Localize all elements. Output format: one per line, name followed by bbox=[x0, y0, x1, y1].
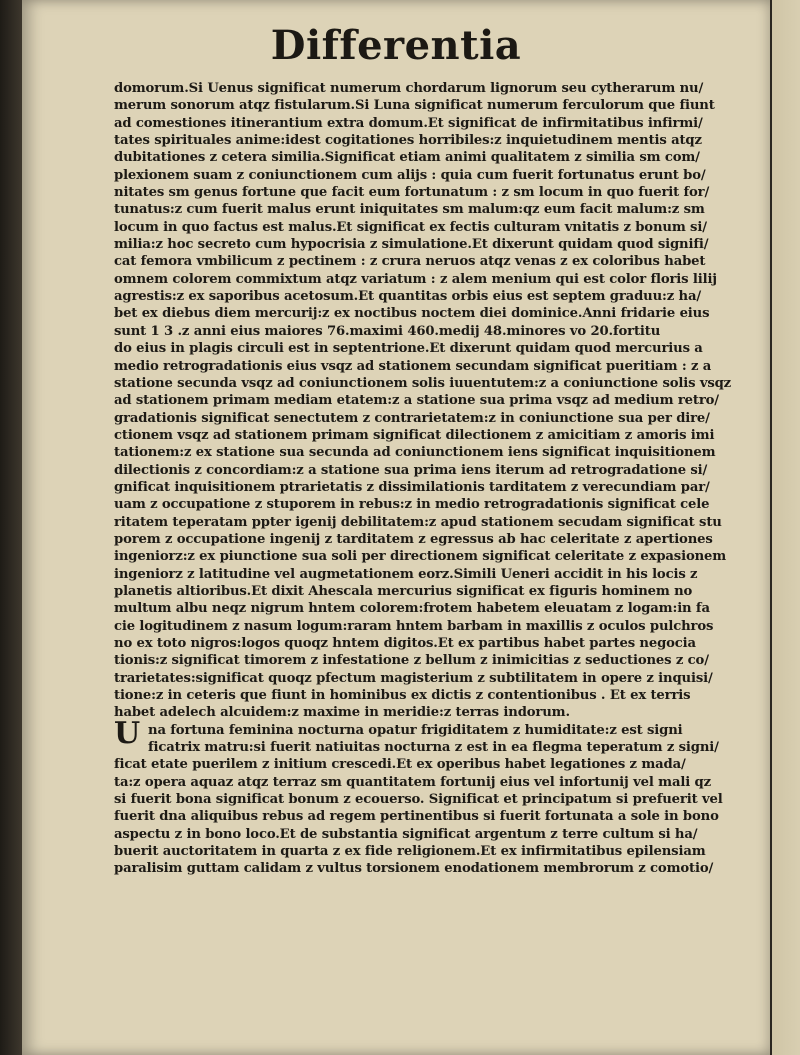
text-line: planetis altioribus.Et dixit Ahescala mercurius significat ex figuris hominem no bbox=[114, 583, 693, 599]
initial-letter: U bbox=[114, 715, 141, 751]
text-line: porem z occupatione ingenij z tarditatem z egressus ab hac celeritate z apertiones bbox=[114, 531, 713, 547]
text-line: tione:z in ceteris que fiunt in hominibus ex dictis z contentionibus . Et ex terris bbox=[114, 688, 691, 704]
text-line: ad stationem primam mediam etatem:z a statione sua prima vsqz ad medium retro/ bbox=[114, 393, 719, 409]
text-line: paralisim guttam calidam z vultus torsionem enodationem membrorum z comotio/ bbox=[114, 861, 714, 877]
text-line: bet ex diebus diem mercurij:z ex noctibus noctem diei dominice.Anni fridarie eius bbox=[114, 306, 710, 322]
text-line: trarietates:significat quoqz pfectum magisterium z subtilitatem in opere z inquisi/ bbox=[114, 670, 713, 686]
text-line: ta:z opera aquaz atqz terraz sm quantitatem fortunij eius vel infortunij vel mali qz bbox=[114, 774, 711, 790]
text-line: dubitationes z cetera similia.Significat etiam animi qualitatem z similia sm com/ bbox=[114, 150, 700, 166]
book-gutter-edge bbox=[0, 0, 22, 1055]
text-line: agrestis:z ex saporibus acetosum.Et quantitas orbis eius est septem graduu:z ha/ bbox=[114, 289, 702, 305]
text-line: ctionem vsqz ad stationem primam significat dilectionem z amicitiam z amoris imi bbox=[114, 427, 715, 443]
text-line: dilectionis z concordiam:z a statione sua prima iens iterum ad retrogradatione si/ bbox=[114, 462, 708, 478]
text-line: domorum.Si Uenus significat numerum chordarum lignorum seu cytherarum nu/ bbox=[114, 81, 704, 96]
text-line: buerit auctoritatem in quarta z ex fide religionem.Et ex infirmitatibus epilensiam bbox=[114, 844, 706, 860]
text-line: si fuerit bona significat bonum z ecouerso. Significat et principatum si prefuerit vel bbox=[114, 792, 723, 808]
text-line: omnem colorem commixtum atqz variatum : z alem menium qui est color floris lilij bbox=[114, 271, 717, 287]
text-line: fuerit dna aliquibus rebus ad regem pertinentibus si fuerit fortunata a sole in bono bbox=[114, 809, 719, 825]
text-line: tionis:z significat timorem z infestatione z bellum z inimicitias z seductiones z co/ bbox=[114, 653, 709, 669]
text-line: tates spirituales anime:idest cogitationes horribiles:z inquietudinem mentis atqz bbox=[114, 133, 702, 149]
running-head: Differentia bbox=[270, 22, 522, 69]
text-line: gradationis significat senectutem z contrarietatem:z in coniunctione sua per dire/ bbox=[114, 410, 710, 426]
text-line: ficatrix matru:si fuerit natiuitas nocturna z est in ea flegma teperatum z signi/ bbox=[148, 740, 719, 756]
book-page bbox=[22, 0, 770, 1055]
text-line: ingeniorz:z ex piunctione sua soli per directionem significat celeritate z expasionem bbox=[114, 549, 727, 565]
text-line: medio retrogradationis eius vsqz ad stationem secundam significat pueritiam : z a bbox=[114, 358, 712, 374]
text-line: sunt 1 3 .z anni eius maiores 76.maximi 460.medij 48.minores vo 20.fortitu bbox=[114, 323, 661, 339]
text-line: na fortuna feminina nocturna opatur frigiditatem z humiditate:z est signi bbox=[148, 722, 683, 738]
text-line: ingeniorz z latitudine vel augmetationem eorz.Simili Ueneri accidit in his locis z bbox=[114, 566, 698, 582]
text-line: ficat etate puerilem z initium crescedi.Et ex operibus habet legationes z mada/ bbox=[114, 757, 686, 773]
text-line: do eius in plagis circuli est in septentrione.Et dixerunt quidam quod mercurius a bbox=[114, 341, 703, 357]
text-line: aspectu z in bono loco.Et de substantia significat argentum z terre cultum si ha/ bbox=[114, 826, 698, 842]
facing-page-edge bbox=[770, 0, 800, 1055]
text-line: habet adelech alcuidem:z maxime in meridie:z terras indorum. bbox=[114, 705, 570, 721]
text-line: no ex toto nigros:logos quoqz hntem digitos.Et ex partibus habet partes negocia bbox=[114, 636, 696, 651]
text-line: multum albu neqz nigrum hntem colorem:frotem habetem eleuatam z logam:in fa bbox=[114, 601, 710, 617]
text-line: ritatem teperatam ppter igenij debilitatem:z apud stationem secudam significat stu bbox=[114, 514, 722, 530]
text-line: milia:z hoc secreto cum hypocrisia z simulatione.Et dixerunt quidam quod signifi/ bbox=[114, 237, 709, 253]
text-line: nitates sm genus fortune que facit eum fortunatum : z sm locum in quo fuerit for/ bbox=[114, 185, 710, 201]
text-line: merum sonorum atqz fistularum.Si Luna significat numerum ferculorum que fiunt bbox=[114, 98, 715, 114]
text-line: ad comestiones itinerantium extra domum.Et significat de infirmitatibus infirmi/ bbox=[114, 115, 703, 131]
text-block bbox=[114, 80, 744, 878]
text-line: tunatus:z cum fuerit malus erunt iniquitates sm malum:qz eum facit malum:z sm bbox=[114, 202, 705, 218]
text-line: uam z occupatione z stuporem in rebus:z in medio retrogradationis significat cele bbox=[114, 497, 710, 513]
text-line: locum in quo factus est malus.Et significat ex fectis culturam vnitatis z bonum si/ bbox=[114, 219, 707, 235]
text-line: tationem:z ex statione sua secunda ad coniunctionem iens significat inquisitionem bbox=[114, 445, 716, 461]
text-line: statione secunda vsqz ad coniunctionem solis iuuentutem:z a coniunctione solis vsqz bbox=[114, 375, 732, 391]
text-line: cie logitudinem z nasum logum:raram hntem barbam in maxillis z oculos pulchros bbox=[114, 618, 714, 634]
text-line: plexionem suam z coniunctionem cum alijs : quia cum fuerit fortunatus erunt bo/ bbox=[114, 167, 706, 183]
text-line: cat femora vmbilicum z pectinem : z crura neruos atqz venas z ex coloribus habet bbox=[114, 254, 706, 270]
text-line: gnificat inquisitionem ptrarietatis z dissimilationis tarditatem z verecundiam par/ bbox=[114, 479, 710, 495]
